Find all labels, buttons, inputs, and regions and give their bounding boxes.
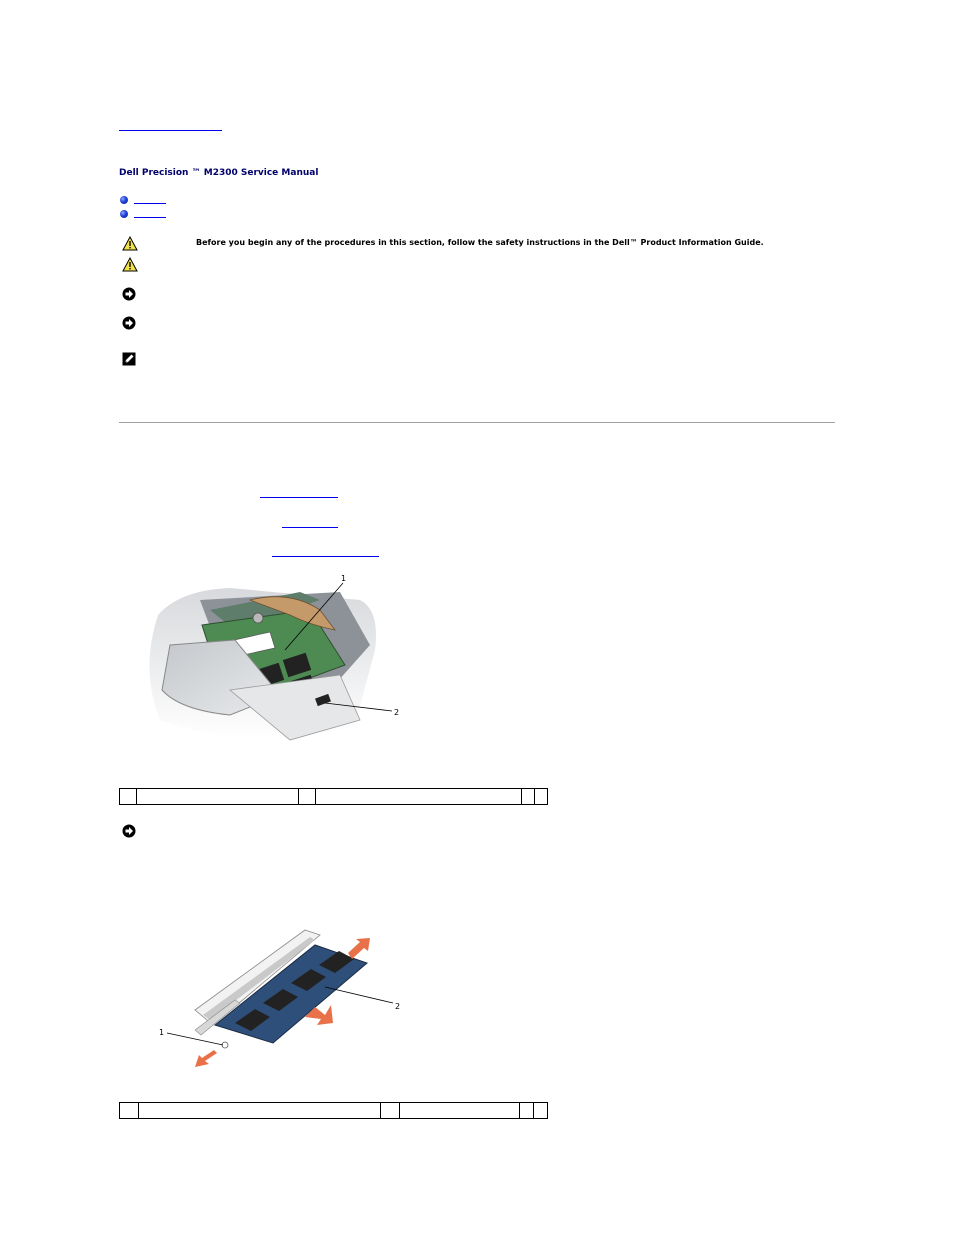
procedure-link-1[interactable] — [260, 497, 338, 498]
callout-table-1 — [119, 788, 548, 805]
page-title: Dell Precision ™ M2300 Service Manual — [119, 168, 319, 178]
procedure-link-2[interactable] — [282, 527, 338, 528]
figure2-callout-1: 1 — [159, 1028, 165, 1037]
blue-bullet-icon — [120, 210, 128, 218]
caution-text: Before you begin any of the procedures in this section, follow the safety instructions in the Dell™ Product Information Guide. — [196, 238, 764, 247]
figure1-callout-2: 2 — [394, 708, 400, 717]
back-to-contents-link[interactable] — [119, 130, 222, 131]
memory-module-figure-1 — [140, 570, 410, 750]
note-pencil-icon — [122, 352, 136, 366]
blue-bullet-icon — [120, 196, 128, 204]
notice-arrow-icon — [122, 824, 136, 838]
section-divider — [119, 422, 835, 423]
toc-link-1[interactable] — [134, 203, 166, 204]
procedure-link-3[interactable] — [272, 556, 379, 557]
memory-module-figure-2 — [155, 925, 410, 1075]
notice-arrow-icon — [122, 316, 136, 330]
figure1-callout-1: 1 — [341, 574, 347, 583]
notice-arrow-icon — [122, 287, 136, 301]
caution-triangle-icon — [122, 257, 138, 272]
caution-triangle-icon — [122, 236, 138, 251]
callout-table-2 — [119, 1102, 548, 1119]
figure2-callout-2: 2 — [395, 1002, 401, 1011]
toc-link-2[interactable] — [134, 217, 166, 218]
